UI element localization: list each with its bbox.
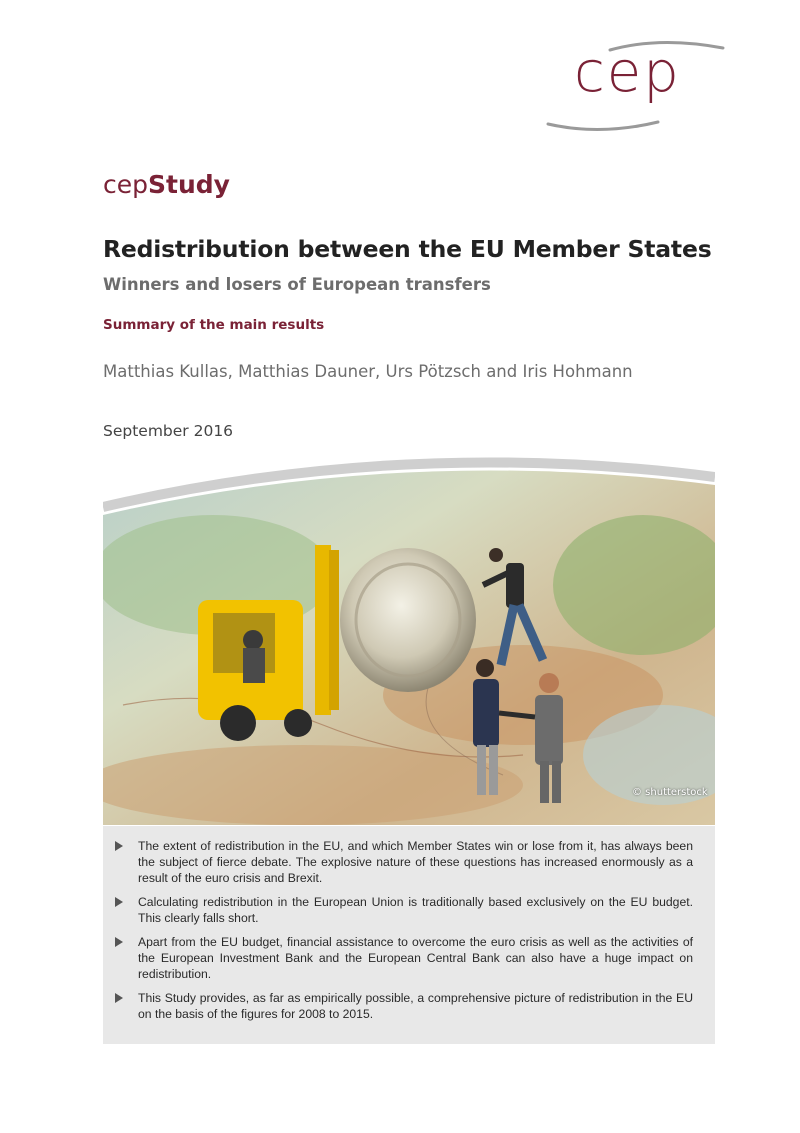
publication-date: September 2016 [103, 422, 234, 440]
cover-photo [103, 455, 715, 825]
authors: Matthias Kullas, Matthias Dauner, Urs Pötzsch and Iris Hohmann [103, 362, 633, 381]
summary-box [103, 826, 715, 1044]
logo-text: cep [574, 40, 681, 105]
triangle-bullet-icon [115, 937, 123, 947]
cep-logo [540, 36, 730, 136]
triangle-bullet-icon [115, 993, 123, 1003]
summary-item-text: Apart from the EU budget, financial assistance to overcome the euro crisis as well as the activities of the European Investment Bank and the European Central Bank can also have a huge impact on redistribution. [138, 935, 693, 981]
document-subtitle: Winners and losers of European transfers [103, 275, 491, 294]
series-prefix: cep [103, 170, 148, 199]
triangle-bullet-icon [115, 897, 123, 907]
summary-item [138, 838, 693, 886]
series-type: Study [148, 170, 230, 199]
summary-label: Summary of the main results [103, 317, 325, 333]
document-title: Redistribution between the EU Member States [103, 235, 712, 263]
summary-item-text: Calculating redistribution in the European Union is traditionally based exclusively on the EU budget. This clearly falls short. [138, 895, 693, 925]
summary-item-text: This Study provides, as far as empirically possible, a comprehensive picture of redistribution in the EU on the basis of the figures for 2008 to 2015. [138, 991, 693, 1021]
summary-item [138, 934, 693, 982]
summary-item [138, 894, 693, 926]
photo-credit: © shutterstock [632, 787, 708, 798]
summary-list [103, 826, 715, 1022]
summary-item [138, 990, 693, 1022]
summary-item-text: The extent of redistribution in the EU, and which Member States win or lose from it, has always been the subject of fierce debate. The explosive nature of these questions has increased enormously as a result of the euro crisis and Brexit. [138, 839, 693, 885]
series-name [103, 170, 230, 199]
triangle-bullet-icon [115, 841, 123, 851]
